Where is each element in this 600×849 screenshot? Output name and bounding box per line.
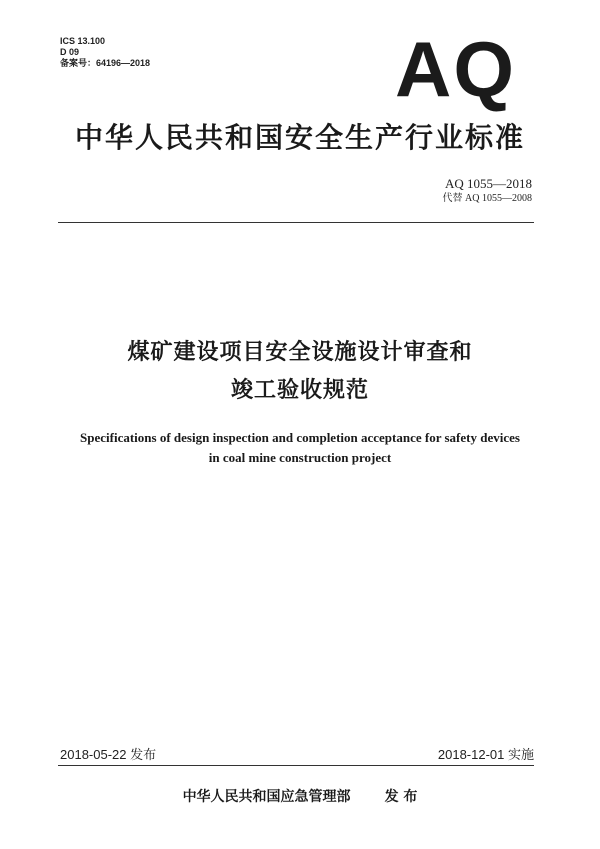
implementation-date: 2018-12-01 实施 [437, 747, 534, 762]
standard-number: AQ 1055—2018 [444, 176, 532, 191]
replaces-standard: 代替 AQ 1055—2008 [442, 193, 532, 204]
title-cn-line2: 竣工验收规范 [230, 378, 369, 403]
ics-code: ICS 13.100 [60, 36, 106, 46]
title-en-line1: Specifications of design inspection and completion acceptance for safety devices [80, 430, 520, 445]
document-title-cn [0, 334, 600, 410]
header-divider [58, 222, 534, 223]
publisher-name: 中华人民共和国应急管理部 [182, 789, 351, 805]
standard-code-block [443, 176, 532, 205]
publisher-line [0, 786, 600, 806]
standard-category-title: 中华人民共和国安全生产行业标准 [74, 121, 525, 154]
title-cn-line1: 煤矿建设项目安全设施设计审查和 [127, 340, 473, 365]
title-en-line2: in coal mine construction project [208, 450, 392, 465]
aq-logo: AQ [395, 25, 516, 113]
publish-label: 发 布 [384, 789, 418, 805]
issue-date: 2018-05-22 发布 [60, 747, 157, 762]
filing-number: 备案号：64196—2018 [60, 58, 151, 68]
classification-block [60, 36, 150, 69]
document-title-en [0, 428, 600, 468]
class-code: D 09 [60, 47, 80, 57]
footer-divider [58, 765, 534, 766]
